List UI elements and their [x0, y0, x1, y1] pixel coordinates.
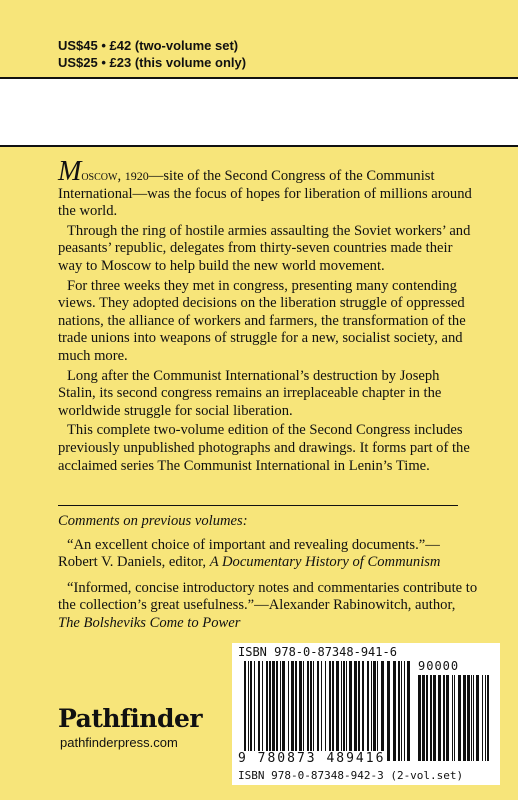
barcode-bar — [467, 675, 470, 761]
barcode-bar — [295, 661, 297, 761]
publisher-url: pathfinderpress.com — [60, 735, 178, 750]
quote-daniels-text: “An excellent choice of important and revealing documents.”—Robert V. Daniels, editor, — [58, 536, 440, 571]
barcode-bar — [433, 675, 436, 761]
barcode-bar — [446, 675, 449, 761]
price-single: US$25 • £23 (this volume only) — [58, 55, 247, 70]
price-set: US$45 • £42 (two-volume set) — [58, 38, 239, 53]
barcode-bar — [362, 661, 364, 761]
divider — [58, 505, 458, 506]
lead-year: 1920 — [124, 169, 149, 183]
addon-number: 90000 — [418, 659, 460, 673]
barcode-bar — [358, 661, 360, 761]
price-block — [58, 37, 246, 71]
barcode-bar — [272, 661, 275, 761]
barcode-bar — [404, 661, 405, 761]
barcode-bar — [299, 661, 302, 761]
blurb-paragraph-1-text: —site of the Second Congress of the Communist International—was the focus of hopes for liberation of millions around the world. — [58, 168, 472, 220]
barcode-bar — [407, 661, 410, 761]
barcode-bar — [258, 661, 260, 761]
barcode-bar — [430, 675, 432, 761]
quote-rabinowitch-work: The Bolsheviks Come to Power — [58, 614, 241, 631]
barcode-bar — [341, 661, 342, 761]
barcode-bar — [471, 675, 472, 761]
barcode-bar — [329, 661, 331, 761]
blurb-paragraph-4: Long after the Communist International’s destruction by Joseph Stalin, its second congress remains an irreplaceable chapter in the worldwide struggle for social liberation. — [58, 367, 442, 419]
barcode-bar — [422, 675, 425, 761]
barcode-bar — [276, 661, 278, 761]
blurb — [58, 156, 478, 477]
barcode-bar — [463, 675, 466, 761]
quote-rabinowitch — [58, 580, 478, 633]
barcode-bar — [282, 661, 285, 761]
barcode-bar — [398, 661, 400, 761]
blurb-paragraph-3: For three weeks they met in congress, presenting many contending views. They adopted decisions on the liberation struggle of oppressed nations, the alliance of workers and farmers, the transformation of the trade unions into weapons of struggle for a new, socialist society, and much more. — [58, 277, 466, 364]
barcode-bar — [401, 661, 402, 761]
barcode-bar — [438, 675, 441, 761]
barcode-bar — [393, 661, 396, 761]
isbn-bottom: ISBN 978-0-87348-942-3 (2-vol.set) — [238, 769, 464, 782]
quote-daniels-work: A Documentary History of Communism — [209, 554, 441, 571]
barcode-bar — [332, 661, 334, 761]
lead-word: oscow — [81, 168, 118, 184]
barcode-bar — [303, 661, 304, 761]
barcode-bar — [269, 661, 271, 761]
barcode-bar — [250, 661, 252, 761]
blank-band — [0, 77, 518, 147]
barcode-bar — [454, 675, 455, 761]
barcode-bar — [336, 661, 339, 761]
barcode-bar — [452, 675, 453, 761]
blurb-paragraph-1: Moscow, 1920—site of the Second Congress of the Communist International—was the focus of hopes for liberation of millions around the world. — [58, 156, 472, 220]
barcode-bar — [248, 661, 249, 761]
barcode-bar — [373, 661, 376, 761]
barcode-bar — [476, 675, 479, 761]
publisher-logo: Pathfinder — [58, 704, 203, 733]
quote-daniels — [58, 537, 478, 572]
drop-cap: M — [58, 156, 82, 187]
barcode-panel — [232, 643, 500, 785]
isbn-top: ISBN 978-0-87348-941-6 — [238, 645, 397, 659]
barcode-bar — [280, 661, 281, 761]
barcode-bar — [317, 661, 319, 761]
barcode-bar — [349, 661, 352, 761]
barcode-bar — [443, 675, 445, 761]
comments-heading: Comments on previous volumes: — [58, 513, 248, 529]
barcode-bar — [291, 661, 294, 761]
barcode-bar — [266, 661, 268, 761]
barcode-bar — [313, 661, 314, 761]
barcode-bar — [485, 675, 486, 761]
barcode-bar — [343, 661, 345, 761]
barcode-bar — [418, 675, 421, 761]
barcode-bar — [310, 661, 312, 761]
barcode-bar — [482, 675, 483, 761]
blurb-paragraph-2: Through the ring of hostile armies assaulting the Soviet workers’ and peasants’ republic, delegates from thirty-seven countries made their way to Moscow to help build the new world movement. — [58, 222, 471, 274]
barcode-bar — [354, 661, 357, 761]
barcode-bar — [321, 661, 322, 761]
blurb-paragraph-5: This complete two-volume edition of the Second Congress includes previously unpublished photographs and drawings. It forms part of the acclaimed series The Communist International in Lenin’s Time. — [58, 422, 470, 474]
barcode-bar — [244, 661, 246, 761]
quote-rabinowitch-text: “Informed, concise introductory notes and commentaries contribute to the collection’s great usefulness.”—Alexander Rabinowitch, author, — [58, 579, 478, 614]
barcode-bar — [346, 661, 347, 761]
barcode-bar — [377, 661, 378, 761]
barcode-bar — [426, 675, 428, 761]
barcode-bar — [254, 661, 255, 761]
barcode-bar — [367, 661, 369, 761]
barcode-bar — [473, 675, 474, 761]
barcode-bar — [458, 675, 461, 761]
barcode-bar — [387, 661, 390, 761]
barcode-bar — [487, 675, 489, 761]
comments-section — [58, 513, 478, 641]
ean-digits: 9 780873 489416 — [238, 751, 386, 766]
barcode-bar — [262, 661, 263, 761]
barcode-bar — [371, 661, 372, 761]
barcode-bar — [381, 661, 384, 761]
barcode-bar — [288, 661, 289, 761]
barcode-bar — [307, 661, 309, 761]
barcode-bar — [325, 661, 326, 761]
